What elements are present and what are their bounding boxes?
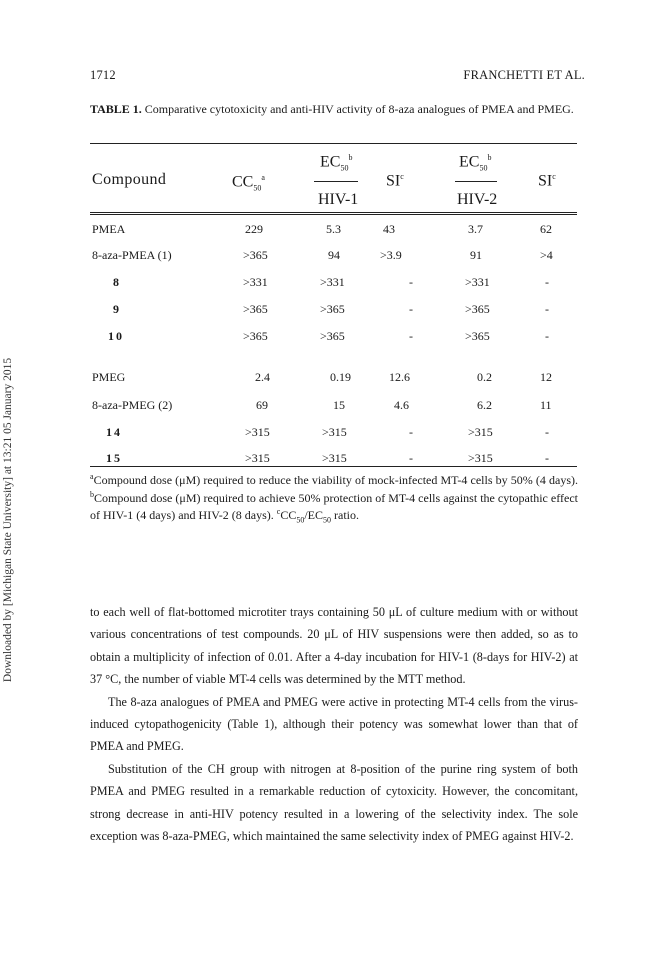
row-7-cc50: >315 <box>245 425 270 439</box>
table-top-rule <box>90 143 577 144</box>
row-8-si-hiv2: - <box>545 451 549 465</box>
row-4-ec50-hiv1: >365 <box>320 329 345 343</box>
table-caption-label: TABLE 1. <box>90 102 142 116</box>
footnote-c-text-2: /EC <box>304 508 323 522</box>
page-number: 1712 <box>90 68 116 82</box>
footnote-a-text: Compound dose (μM) required to reduce the viability of mock-infected MT-4 cells by 50% (4 days). <box>93 473 578 487</box>
row-4-cc50: >365 <box>243 329 268 343</box>
footnote-c-mark: c <box>276 507 281 516</box>
footnote-c-text-1: CC <box>280 508 297 522</box>
row-7-compound: 14 <box>106 425 122 439</box>
footnote-c-sub-2: 50 <box>323 515 331 525</box>
download-watermark-text: Downloaded by [Michigan State University] at 13:21 05 January 2015 <box>2 357 14 683</box>
header-compound: Compound <box>92 171 167 188</box>
row-6-ec50-hiv1: 15 <box>333 398 345 412</box>
row-8-compound: 15 <box>106 451 122 465</box>
row-3-compound: 9 <box>113 302 119 316</box>
row-4-ec50-hiv2: >365 <box>465 329 490 343</box>
row-8-ec50-hiv1: >315 <box>322 451 347 465</box>
footnote-c-sub-1: 50 <box>296 515 305 525</box>
row-3-cc50: >365 <box>243 302 268 316</box>
row-4-si-hiv1: - <box>409 329 413 343</box>
table-footnotes <box>90 470 578 527</box>
row-1-si-hiv1: >3.9 <box>380 248 402 262</box>
body-text <box>90 601 578 847</box>
row-1-ec50-hiv1: 94 <box>328 248 340 262</box>
paragraph-3: Substitution of the CH group with nitrogen at 8-position of the purine ring system of both PMEA and PMEG resulted in a remarkable reduction of cytoxicity. However, the concomitant, strong decrease in anti-HIV potency resulted in a lowering of the selectivity index. The sole exception was 8-aza-PMEG, which maintained the same selectivity index of PMEG against HIV-2. <box>90 761 578 844</box>
row-5-cc50: 2.4 <box>255 370 270 384</box>
row-0-compound: PMEA <box>92 222 126 236</box>
row-7-ec50-hiv1: >315 <box>322 425 347 439</box>
header-ec50-hiv2-underline <box>455 181 497 182</box>
footnote-b-mark: b <box>90 489 94 499</box>
header-ec50-hiv1-text: EC <box>320 153 341 171</box>
row-7-ec50-hiv2: >315 <box>468 425 493 439</box>
row-8-ec50-hiv2: >315 <box>468 451 493 465</box>
running-head: FRANCHETTI ET AL. <box>463 68 585 82</box>
header-cc50 <box>232 173 265 193</box>
header-cc50-sub: 50 <box>253 183 262 193</box>
header-ec50-hiv1-sup: b <box>348 153 353 162</box>
row-2-cc50: >331 <box>243 275 268 289</box>
header-hiv1: HIV-1 <box>318 191 359 208</box>
row-1-compound: 8-aza-PMEA (1) <box>92 248 172 262</box>
row-3-ec50-hiv2: >365 <box>465 302 490 316</box>
header-ec50-hiv2 <box>459 153 491 173</box>
header-ec50-hiv2-text: EC <box>459 153 480 171</box>
paragraph-2: The 8-aza analogues of PMEA and PMEG were active in protecting MT-4 cells from the virus-induced cytopathogenicity (Table 1), although their potency was somewhat lower than that of PMEA and PMEG. <box>90 694 578 754</box>
row-7-si-hiv1: - <box>409 425 413 439</box>
header-cc50-sup: a <box>261 173 265 182</box>
row-5-ec50-hiv2: 0.2 <box>477 370 492 384</box>
header-si-hiv1 <box>386 172 404 190</box>
row-3-si-hiv2: - <box>545 302 549 316</box>
row-0-cc50: 229 <box>245 222 263 236</box>
row-0-ec50-hiv2: 3.7 <box>468 222 483 236</box>
row-7-si-hiv2: - <box>545 425 549 439</box>
row-1-ec50-hiv2: 91 <box>470 248 482 262</box>
row-0-ec50-hiv1: 5.3 <box>326 222 341 236</box>
download-watermark <box>0 310 20 730</box>
row-5-si-hiv2: 12 <box>540 370 552 384</box>
table-bottom-rule <box>90 466 577 467</box>
row-2-ec50-hiv2: >331 <box>465 275 490 289</box>
row-6-cc50: 69 <box>256 398 268 412</box>
row-5-si-hiv1: 12.6 <box>389 370 410 384</box>
table-header-rule-2 <box>90 214 577 215</box>
footnote-a-mark: a <box>90 472 94 481</box>
header-si-hiv2 <box>538 172 556 190</box>
table-header-rule <box>90 212 577 213</box>
row-3-ec50-hiv1: >365 <box>320 302 345 316</box>
row-1-si-hiv2: >4 <box>540 248 553 262</box>
header-ec50-hiv1-underline <box>314 181 358 182</box>
row-8-si-hiv1: - <box>409 451 413 465</box>
row-6-si-hiv2: 11 <box>540 398 552 412</box>
header-si-hiv1-text: SI <box>386 172 401 190</box>
row-8-cc50: >315 <box>245 451 270 465</box>
header-si-hiv2-text: SI <box>538 172 553 190</box>
header-ec50-hiv2-sub: 50 <box>479 163 488 173</box>
header-ec50-hiv2-sup: b <box>487 153 492 162</box>
header-cc50-text: CC <box>232 173 254 191</box>
row-5-ec50-hiv1: 0.19 <box>330 370 351 384</box>
header-si-hiv2-sup: c <box>552 172 556 181</box>
header-si-hiv1-sup: c <box>400 172 404 181</box>
footnote-c-text-3: ratio. <box>331 508 359 522</box>
row-5-compound: PMEG <box>92 370 126 384</box>
row-4-compound: 10 <box>108 329 124 343</box>
row-6-compound: 8-aza-PMEG (2) <box>92 398 173 412</box>
row-2-ec50-hiv1: >331 <box>320 275 345 289</box>
row-3-si-hiv1: - <box>409 302 413 316</box>
row-2-si-hiv1: - <box>409 275 413 289</box>
row-0-si-hiv1: 43 <box>383 222 395 236</box>
footnote-b-text: Compound dose (μM) required to achieve 50% protection of MT-4 cells against the cytopathic effect of HIV-1 (4 days) and HIV-2 (8 days). <box>90 490 578 522</box>
row-1-cc50: >365 <box>243 248 268 262</box>
row-2-si-hiv2: - <box>545 275 549 289</box>
header-ec50-hiv1 <box>320 153 352 173</box>
row-0-si-hiv2: 62 <box>540 222 552 236</box>
table-caption-text: Comparative cytotoxicity and anti-HIV activity of 8-aza analogues of PMEA and PMEG. <box>144 102 574 116</box>
header-hiv2: HIV-2 <box>457 191 498 208</box>
table-caption <box>90 100 590 119</box>
row-6-si-hiv1: 4.6 <box>394 398 409 412</box>
row-4-si-hiv2: - <box>545 329 549 343</box>
row-6-ec50-hiv2: 6.2 <box>477 398 492 412</box>
header-ec50-hiv1-sub: 50 <box>340 163 349 173</box>
paragraph-1: to each well of flat-bottomed microtiter trays containing 50 μL of culture medium with or without various concentrations of test compounds. 20 μL of HIV suspensions were then added, so as to obtain a multiplicity of infection of 0.01. After a 4-day incubation for HIV-1 (8-days for HIV-2) at 37 °C, the number of viable MT-4 cells was determined by the MTT method. <box>90 605 578 687</box>
row-2-compound: 8 <box>113 275 119 289</box>
